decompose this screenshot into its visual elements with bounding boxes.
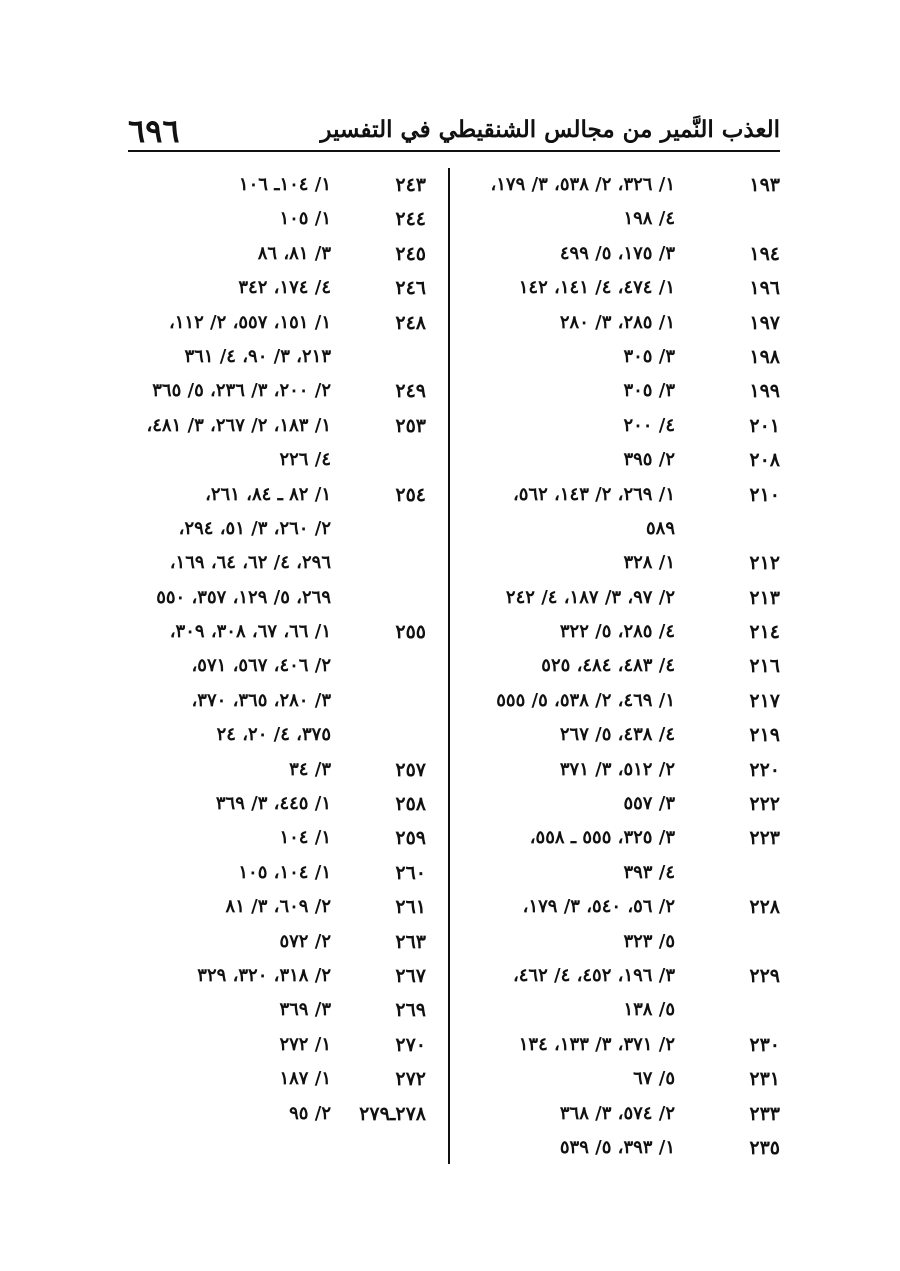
page-references: ٢١٣، ٣/ ٩٠، ٤/ ٣٦١ [184,345,331,367]
page-references: ٢/ ٥١٢، ٣/ ٣٧١ [559,758,675,780]
page-references: ١/ ١٥١، ٥٥٧، ٢/ ١١٢، [168,311,331,333]
index-row [128,271,433,305]
index-row [128,890,433,924]
index-row [128,168,433,202]
page-references: ٤/ ٢٨٥، ٥/ ٣٢٢ [559,621,675,643]
verse-number: ١٩٩ [749,380,780,403]
index-row [470,925,780,959]
verse-number: ٢٧٢ [395,1068,426,1091]
index-row [470,615,780,649]
page-references: ١/ ١٠٤ [279,827,331,849]
verse-number: ٢٣٠ [749,1033,780,1056]
index-row [470,1028,780,1062]
page-references: ٣٧٥، ٤/ ٢٠، ٢٤ [216,724,331,746]
index-row [470,271,780,305]
index-row [470,787,780,821]
page-references: ٢/ ٣٧١، ٣/ ١٣٣، ١٣٤ [518,1033,675,1055]
index-row [128,753,433,787]
verse-number: ٢٢٣ [749,827,780,850]
page-references: ١/ ٨٢ ـ ٨٤، ٢٦١، [205,483,331,505]
page-number: ٦٩٦ [128,112,180,150]
index-row [470,753,780,787]
index-row [128,443,433,477]
index-row [470,340,780,374]
index-row [470,718,780,752]
verse-number: ٢٤٣ [395,174,426,196]
page-references: ١/ ٤٦٩، ٢/ ٥٣٨، ٥/ ٥٥٥ [496,689,675,711]
column-divider [448,168,450,1164]
index-row [470,374,780,408]
index-row [128,615,433,649]
index-row [128,202,433,236]
page-references: ٢/ ٣٩٥ [623,449,675,471]
index-row [470,237,780,271]
page-references: ١/ ٦٦، ٦٧، ٣٠٨، ٣٠٩، [169,621,331,643]
page-references: ٣/ ١٧٥، ٥/ ٤٩٩ [559,242,675,264]
verse-number: ٢٧٠ [395,1033,426,1056]
verse-number: ٢١٣ [749,586,780,609]
page-references: ٢/ ٢٦٠، ٣/ ٥١، ٢٩٤، [178,517,331,539]
index-row [128,1028,433,1062]
page-references: ٣/ ٣٢٥، ٥٥٥ ـ ٥٥٨، [529,827,675,849]
index-row [128,684,433,718]
index-row [128,546,433,580]
page-references: ٢٩٦، ٤/ ٦٢، ٦٤، ١٦٩، [169,552,331,574]
verse-number: ٢٢٢ [749,793,780,816]
verse-number: ١٩٦ [749,277,780,300]
index-row [128,649,433,683]
page-references: ٣/ ٣٦٩ [279,999,331,1021]
page-references: ١/ ٤٤٥، ٣/ ٣٦٩ [215,793,331,815]
page-references: ٥/ ٣٢٣ [623,930,675,952]
index-row [128,1062,433,1096]
page-references: ٢/ ٦٠٩، ٣/ ٨١ [225,896,331,918]
index-row [470,478,780,512]
index-row [128,787,433,821]
index-row [128,925,433,959]
page-references: ١/ ١٠٤ـ ١٠٦ [238,174,331,195]
page-references: ١/ ٣٩٣، ٥/ ٥٣٩ [559,1136,675,1158]
verse-number: ٢٦١ [395,896,426,919]
verse-number: ١٩٧ [749,311,780,334]
index-row [128,581,433,615]
page-references: ٢/ ٤٠٦، ٥٦٧، ٥٧١، [191,655,331,677]
index-row [128,993,433,1027]
verse-number: ١٩٣ [749,174,780,196]
index-row [470,959,780,993]
page-references: ٢/ ٣١٨، ٣٢٠، ٣٢٩ [197,964,331,986]
index-row [470,649,780,683]
verse-number: ٢٣٥ [749,1136,780,1159]
page-references: ٣/ ٢٨٠، ٣٦٥، ٣٧٠، [191,689,331,711]
index-row [128,512,433,546]
page-references: ١/ ٢٨٥، ٣/ ٢٨٠ [559,311,675,333]
index-row [470,546,780,580]
page-references: ٢/ ٥٧٢ [279,930,331,952]
index-row [470,1097,780,1131]
page-references: ١/ ٣٢٨ [623,552,675,574]
index-row [128,409,433,443]
verse-number: ٢٠١ [749,414,780,437]
index-row [470,856,780,890]
index-row [128,821,433,855]
index-row [470,890,780,924]
index-row [128,1097,433,1131]
verse-number: ٢٤٥ [395,242,426,265]
verse-number: ٢٤٦ [395,277,426,300]
index-row [128,340,433,374]
page-references: ٢/ ٩٥ [289,1102,331,1124]
index-row [470,1062,780,1096]
page-references: ٢/ ٢٠٠، ٣/ ٢٣٦، ٥/ ٣٦٥ [152,380,331,402]
page-references: ١/ ١٨٧ [279,1068,331,1090]
index-row [128,718,433,752]
verse-number: ٢٤٨ [395,311,426,334]
verse-number: ١٩٤ [749,242,780,265]
header-rule [128,150,780,152]
index-row [128,959,433,993]
verse-number: ٢١٦ [749,655,780,678]
verse-number: ٢٢٨ [749,896,780,919]
verse-number: ٢٢٠ [749,758,780,781]
page-references: ٣/ ٣٠٥ [623,345,675,367]
index-row [470,202,780,236]
verse-number: ٢١٤ [749,621,780,644]
page-references: ٣/ ٨١، ٨٦ [257,242,331,264]
index-row [470,168,780,202]
verse-number: ٢٦٠ [395,861,426,884]
page-references: ١/ ٢٦٩، ٢/ ١٤٣، ٥٦٢، [512,483,675,505]
page-references: ١/ ٤٧٤، ٤/ ١٤١، ١٤٢ [518,277,675,299]
index-row [470,581,780,615]
index-row [470,993,780,1027]
verse-number: ٢١٩ [749,724,780,747]
page-references: ٢٦٩، ٥/ ١٢٩، ٣٥٧، ٥٥٠ [156,586,331,608]
verse-number: ٢٦٧ [395,964,426,987]
verse-number: ٢٠٨ [749,449,780,472]
verse-number: ٢٤٤ [395,208,426,231]
page-references: ٥/ ٦٧ [633,1068,675,1090]
index-row [470,306,780,340]
index-row [128,237,433,271]
page-header [128,100,780,150]
page-references: ٤/ ٤٣٨، ٥/ ٢٦٧ [559,724,675,746]
page-references: ٢/ ٥٦، ٥٤٠، ٣/ ١٧٩، [522,896,675,918]
page-references: ٣/ ٥٥٧ [623,793,675,815]
verse-number: ٢٥٣ [395,414,426,437]
verse-number: ٢٣١ [749,1068,780,1091]
index-row [470,821,780,855]
verse-number: ٢٥٤ [395,483,426,506]
page-references: ٢/ ٩٧، ٣/ ١٨٧، ٤/ ٢٤٢ [505,586,675,608]
page-references: ٤/ ٢٢٦ [279,449,331,471]
book-title: العذب النَّمير من مجالس الشنقيطي في التفسير [320,116,780,143]
verse-number: ٢٥٧ [395,758,426,781]
verse-number: ٢٧٨ـ٢٧٩ [359,1102,426,1125]
verse-number: ٢٦٩ [395,999,426,1022]
index-row [470,684,780,718]
index-row [470,443,780,477]
page-references: ١/ ١٠٤، ١٠٥ [238,861,331,883]
index-row [128,374,433,408]
index-row [470,512,780,546]
page-references: ٣/ ١٩٦، ٤٥٢، ٤/ ٤٦٢، [512,964,675,986]
page-references: ٢/ ٥٧٤، ٣/ ٣٦٨ [559,1102,675,1124]
index-row [470,409,780,443]
verse-number: ٢٥٥ [395,621,426,644]
verse-number: ٢٥٩ [395,827,426,850]
page-references: ٥٨٩ [645,517,675,539]
verse-number: ٢١٠ [749,483,780,506]
verse-number: ٢١٢ [749,552,780,575]
verse-number: ٢٦٣ [395,930,426,953]
page-references: ٤/ ٢٠٠ [623,414,675,436]
verse-number: ٢٢٩ [749,964,780,987]
page-references: ٤/ ١٧٤، ٣٤٢ [238,277,331,299]
page-references: ١/ ٢٧٢ [279,1033,331,1055]
verse-number: ٢٥٨ [395,793,426,816]
page-references: ٤/ ١٩٨ [623,208,675,230]
page-references: ١/ ١٨٣، ٢/ ٢٦٧، ٣/ ٤٨١، [146,414,331,436]
index-row [128,306,433,340]
verse-number: ٢٣٣ [749,1102,780,1125]
page-references: ٣/ ٣٠٥ [623,380,675,402]
index-row [128,856,433,890]
page-references: ٥/ ١٣٨ [623,999,675,1021]
index-row [128,478,433,512]
index-row [470,1131,780,1165]
page-references: ٣/ ٣٤ [289,758,331,780]
page-references: ٤/ ٣٩٣ [623,861,675,883]
page-references: ٤/ ٤٨٣، ٤٨٤، ٥٢٥ [541,655,675,677]
index-column-right [470,168,780,1165]
index-column-left [128,168,433,1131]
verse-number: ١٩٨ [749,345,780,368]
verse-number: ٢٤٩ [395,380,426,403]
page-references: ١/ ٣٢٦، ٢/ ٥٣٨، ٣/ ١٧٩، [490,174,675,195]
verse-number: ٢١٧ [749,689,780,712]
page-references: ١/ ١٠٥ [279,208,331,230]
